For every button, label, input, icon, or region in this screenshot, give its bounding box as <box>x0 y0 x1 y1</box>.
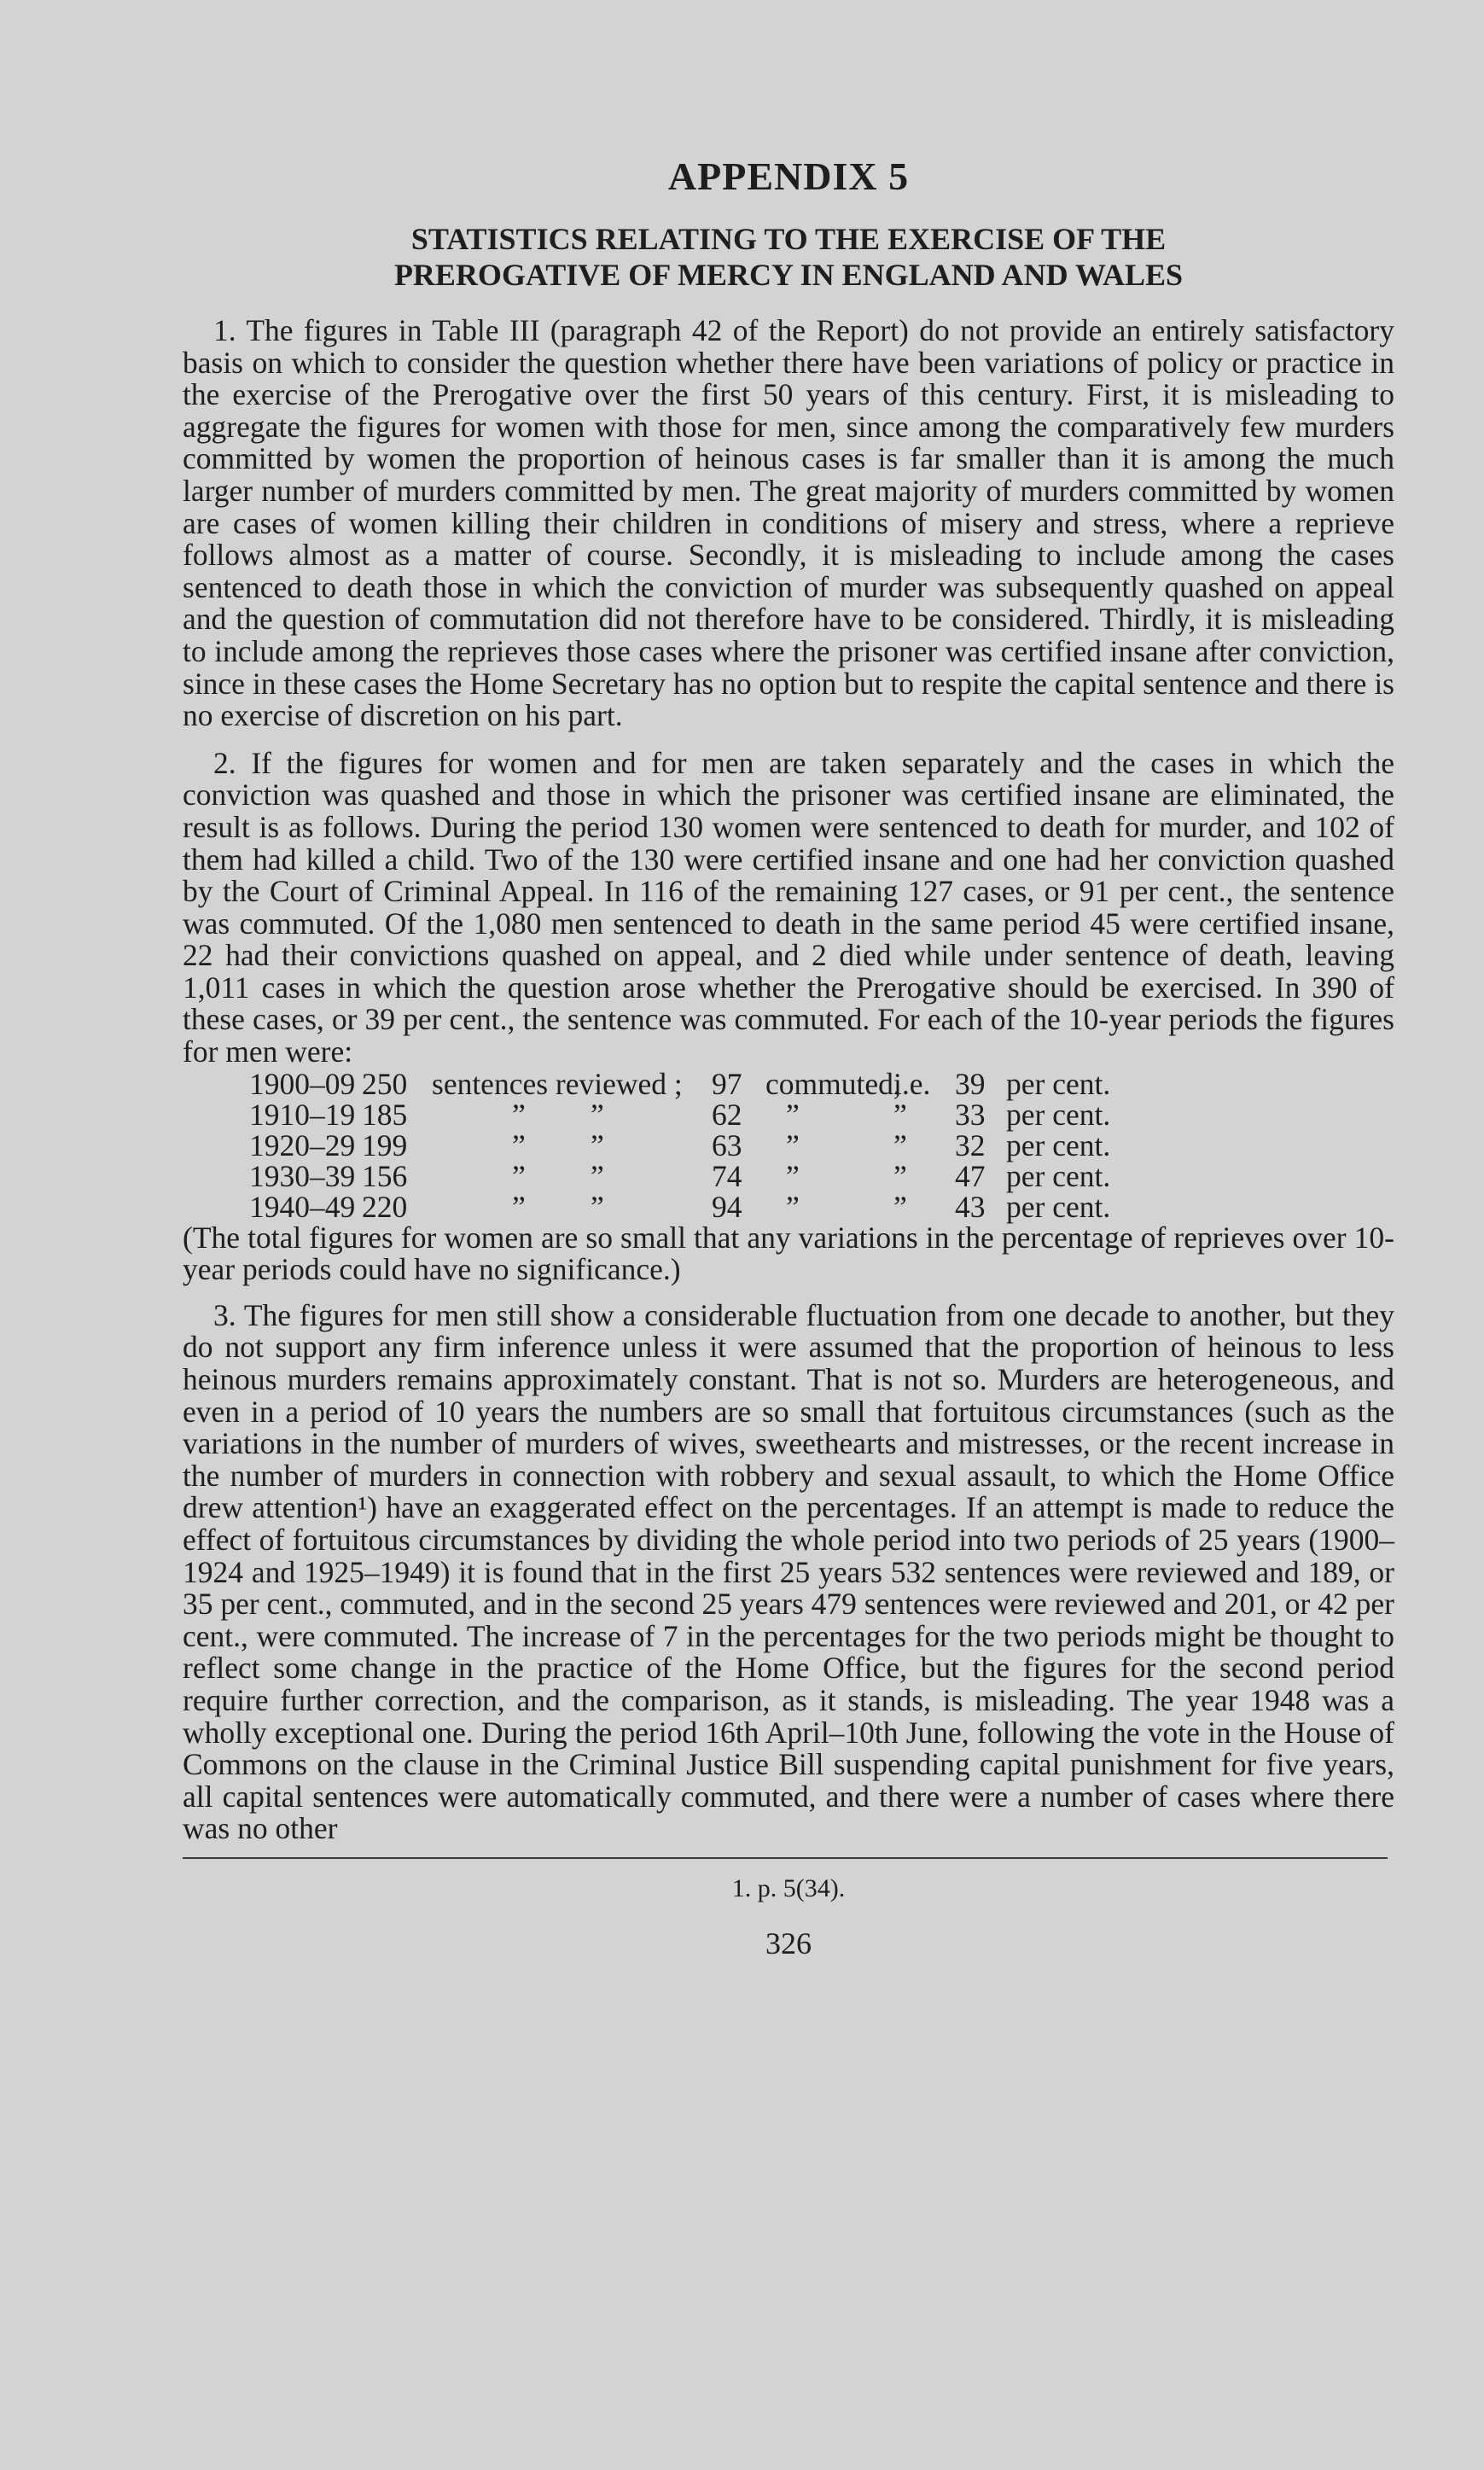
ditto-mark: ” <box>786 1097 800 1132</box>
stat-label-ie: i.e. <box>893 1066 931 1101</box>
ditto-mark: ” <box>786 1127 800 1162</box>
stat-label-commuted: commuted, <box>765 1066 901 1101</box>
stat-row-1930-39 <box>249 1158 1394 1193</box>
subtitle-line-2: PREROGATIVE OF MERCY IN ENGLAND AND WALES <box>393 258 1184 292</box>
document-page <box>183 154 1394 1961</box>
page-number: 326 <box>765 1925 812 1960</box>
stat-percent: 43 <box>955 1189 986 1224</box>
stat-percent: 32 <box>955 1127 986 1162</box>
ditto-mark: ” <box>786 1189 800 1224</box>
ditto-mark: ” <box>893 1127 907 1162</box>
stat-per-cent: per cent. <box>1006 1066 1111 1101</box>
stat-period: 1940–49 <box>249 1189 356 1224</box>
stat-commuted: 62 <box>712 1097 742 1132</box>
stat-per-cent: per cent. <box>1006 1097 1111 1132</box>
stat-period: 1900–09 <box>249 1066 356 1101</box>
ditto-mark: ” <box>512 1158 526 1193</box>
ditto-mark: ” <box>512 1097 526 1132</box>
stat-percent: 33 <box>955 1097 986 1132</box>
stats-note: (The total figures for women are so small that any variations in the percentage of reprieves over 10-year periods could have no significance.) <box>183 1220 1394 1287</box>
stat-sentences: 185 <box>362 1097 408 1132</box>
subtitle-line-1: STATISTICS RELATING TO THE EXERCISE OF THE <box>410 222 1167 256</box>
stat-row-1900-09 <box>249 1066 1394 1101</box>
stat-sentences: 250 <box>362 1066 408 1101</box>
stat-row-1910-19 <box>249 1099 1394 1130</box>
stat-commuted: 94 <box>712 1189 742 1224</box>
ditto-mark: ” <box>893 1189 907 1224</box>
ditto-mark: ” <box>591 1158 604 1193</box>
ditto-mark: ” <box>591 1127 604 1162</box>
stat-per-cent: per cent. <box>1006 1158 1111 1193</box>
ditto-mark: ” <box>893 1097 907 1132</box>
stat-commuted: 97 <box>712 1066 742 1101</box>
stat-period: 1920–29 <box>249 1127 356 1162</box>
stat-period: 1910–19 <box>249 1097 356 1132</box>
appendix-subtitle <box>183 221 1394 293</box>
stat-period: 1930–39 <box>249 1158 356 1193</box>
ditto-mark: ” <box>893 1158 907 1193</box>
ditto-mark: ” <box>512 1127 526 1162</box>
ditto-mark: ” <box>591 1097 604 1132</box>
ditto-mark: ” <box>591 1189 604 1224</box>
stat-row-1940-49 <box>249 1191 1394 1222</box>
paragraph-3: 3. The figures for men still show a considerable fluctuation from one decade to another, but they do not support any firm inference unless it were assumed that the proportion of heinous to less heinous murders remains approximately constant. That is not so. Murders are heterogeneous, and even in a period of 10 years the numbers are so small that fortuitous circumstances (such as the variations in the number of murders of wives, sweethearts and mistresses, or the recent increase in the number of murders in connection with robbery and sexual assault, to which the Home Office drew attention¹) have an exaggerated effect on the percentages. If an attempt is made to reduce the effect of fortuitous circumstances by dividing the whole period into two periods of 25 years (1900–1924 and 1925–1949) it is found that in the first 25 years 532 sentences were reviewed and 189, or 35 per cent., commuted, and in the second 25 years 479 sentences were reviewed and 201, or 42 per cent., were commuted. The increase of 7 in the percentages for the two periods might be thought to reflect some change in the practice of the Home Office, but the figures for the second period require further correction, and the comparison, as it stands, is misleading. The year 1948 was a wholly exceptional one. During the period 16th April–10th June, following the vote in the House of Commons on the clause in the Criminal Justice Bill suspending capital punishment for five years, all capital sentences were automatically commuted, and there were a number of cases where there was no other <box>183 1297 1394 1846</box>
stat-per-cent: per cent. <box>1006 1127 1111 1162</box>
footnote: 1. p. 5(34). <box>731 1873 846 1902</box>
stat-sentences: 220 <box>362 1189 408 1224</box>
stat-per-cent: per cent. <box>1006 1189 1111 1224</box>
stat-row-1920-29 <box>249 1127 1394 1162</box>
stat-commuted: 63 <box>712 1127 742 1162</box>
ditto-mark: ” <box>512 1189 526 1224</box>
stat-percent: 47 <box>955 1158 986 1193</box>
paragraph-1: 1. The figures in Table III (paragraph 42 of the Report) do not provide an entirely satisfactory basis on which to consider the question whether there have been variations of policy or practice in the exercise of the Prerogative over the first 50 years of this century. First, it is misleading to aggregate the figures for women with those for men, since among the comparatively few murders committed by women the proportion of heinous cases is far smaller than it is among the much larger number of murders committed by men. The great majority of murders committed by women are cases of women killing their children in conditions of misery and stress, where a reprieve follows almost as a matter of course. Secondly, it is misleading to include among the cases sentenced to death those in which the conviction of murder was subsequently quashed on appeal and the question of commutation did not therefore have to be considered. Thirdly, it is misleading to include among the reprieves those cases where the prisoner was certified insane after conviction, since in these cases the Home Secretary has no option but to respite the capital sentence and there is no exercise of discretion on his part. <box>183 313 1394 733</box>
stat-label-reviewed: sentences reviewed ; <box>432 1066 683 1101</box>
stat-sentences: 199 <box>362 1127 408 1162</box>
paragraph-2: 2. If the figures for women and for men are taken separately and the cases in which the conviction was quashed and those in which the prisoner was certified insane are eliminated, the result is as follows. During the period 130 women were sentenced to death for murder, and 102 of them had killed a child. Two of the 130 were certified insane and one had her conviction quashed by the Court of Criminal Appeal. In 116 of the remaining 127 cases, or 91 per cent., the sentence was commuted. Of the 1,080 men sentenced to death in the same period 45 were certified insane, 22 had their convictions quashed on appeal, and 2 died while under sentence of death, leaving 1,011 cases in which the question arose whether the Prerogative should be exercised. In 390 of these cases, or 39 per cent., the sentence was commuted. For each of the 10-year periods the figures for men were: <box>183 745 1394 1069</box>
stat-sentences: 156 <box>362 1158 408 1193</box>
appendix-title: APPENDIX 5 <box>667 154 910 198</box>
footnote-divider <box>183 1857 1388 1859</box>
ditto-mark: ” <box>786 1158 800 1193</box>
stat-commuted: 74 <box>712 1158 742 1193</box>
decade-statistics-table <box>249 1066 1394 1224</box>
stat-percent: 39 <box>955 1066 986 1101</box>
